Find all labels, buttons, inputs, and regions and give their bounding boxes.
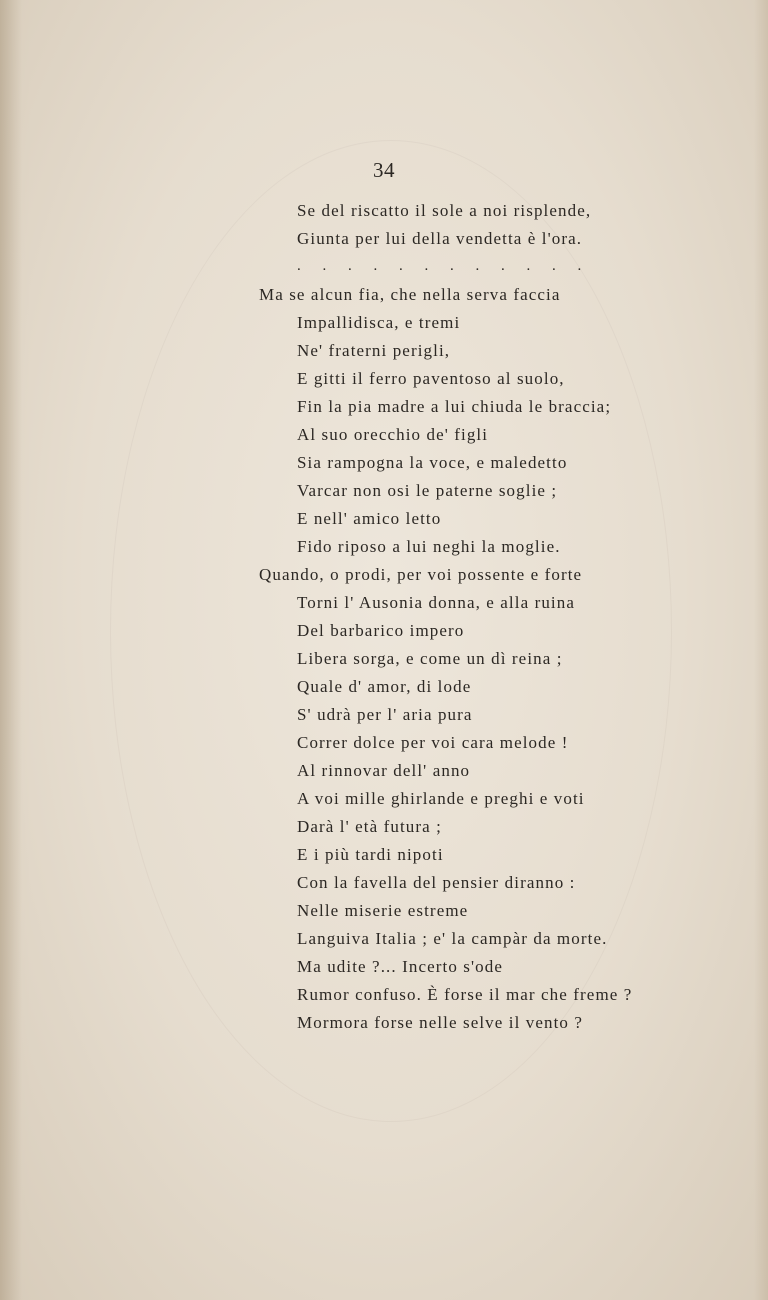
page-binding-edge — [0, 0, 22, 1300]
poem-line: Se del riscatto il sole a noi risplende, — [297, 201, 592, 220]
poem-line: Impallidisca, e tremi — [297, 313, 461, 332]
poem-line: Con la favella del pensier diranno : — [297, 873, 576, 892]
poem-line: Darà l' età futura ; — [297, 817, 442, 836]
poem-line: Al suo orecchio de' figli — [297, 425, 489, 444]
poem-line: Nelle miserie estreme — [297, 901, 469, 920]
poem-line: A voi mille ghirlande e preghi e voti — [297, 789, 585, 808]
poem-line: Mormora forse nelle selve il vento ? — [297, 1013, 584, 1032]
poem-line: E i più tardi nipoti — [297, 845, 444, 864]
poem-line: E gitti il ferro paventoso al suolo, — [297, 369, 565, 388]
poem-line: Ma udite ?... Incerto s'ode — [297, 957, 504, 976]
page-number: 34 — [373, 158, 395, 182]
poem-line: Del barbarico impero — [297, 621, 465, 640]
poem-line: Sia rampogna la voce, e maledetto — [297, 453, 568, 472]
poem-line: Ne' fraterni perigli, — [297, 341, 451, 360]
poem-line: Ma se alcun fia, che nella serva faccia — [259, 285, 561, 304]
ellipsis-row: . . . . . . . . . . . . — [297, 258, 591, 274]
poem-line: Varcar non osi le paterne soglie ; — [297, 481, 558, 500]
poem-line: Libera sorga, e come un dì reina ; — [297, 649, 563, 668]
poem-line: Quando, o prodi, per voi possente e forte — [259, 565, 583, 584]
poem-line: S' udrà per l' aria pura — [297, 705, 473, 724]
poem-line: Torni l' Ausonia donna, e alla ruina — [297, 593, 575, 612]
poem-line: Al rinnovar dell' anno — [297, 761, 471, 780]
page-right-edge — [754, 0, 768, 1300]
poem-line: Fin la pia madre a lui chiuda le braccia; — [297, 397, 612, 416]
poem-line: E nell' amico letto — [297, 509, 442, 528]
poem-line: Quale d' amor, di lode — [297, 677, 472, 696]
poem-line: Correr dolce per voi cara melode ! — [297, 733, 569, 752]
poem-line: Languiva Italia ; e' la campàr da morte. — [297, 929, 608, 948]
poem-line: Giunta per lui della vendetta è l'ora. — [297, 229, 583, 248]
poem-line: Fido riposo a lui neghi la moglie. — [297, 537, 561, 556]
poem-line: Rumor confuso. È forse il mar che freme ? — [297, 985, 633, 1004]
